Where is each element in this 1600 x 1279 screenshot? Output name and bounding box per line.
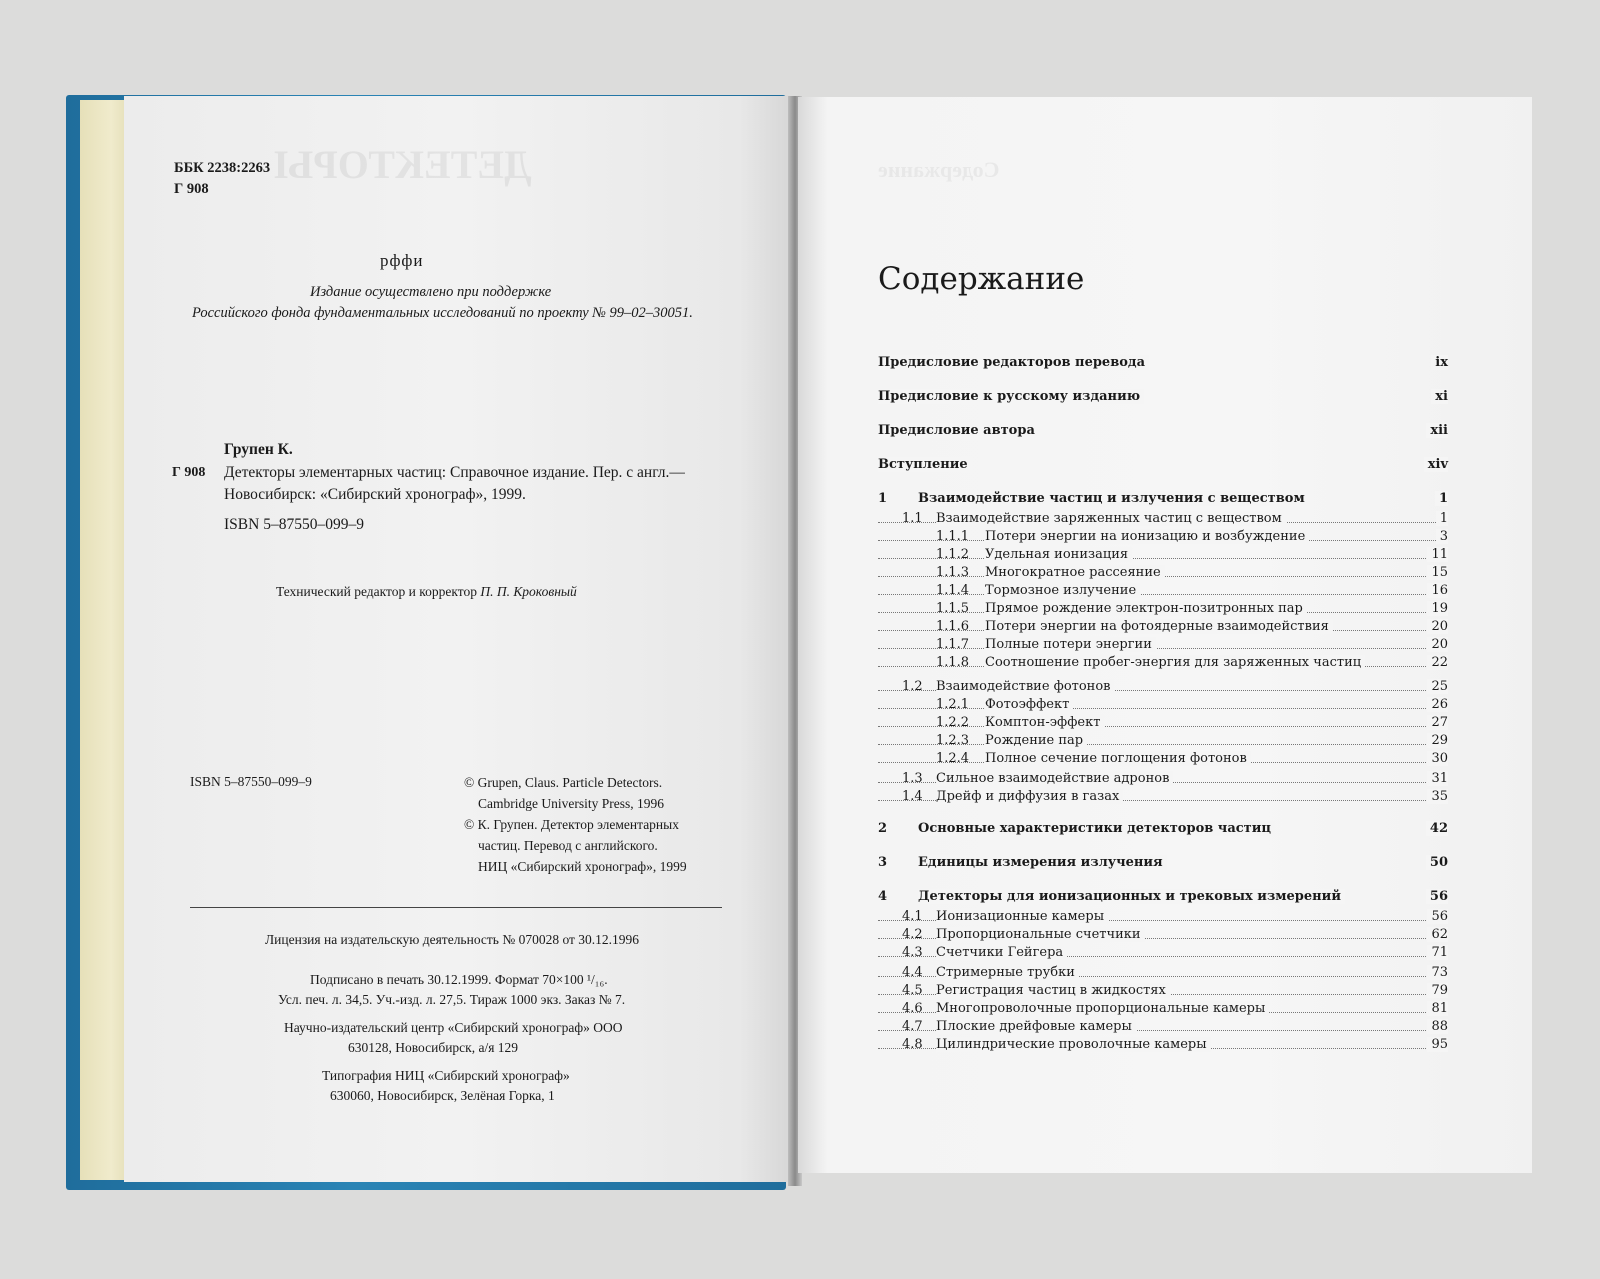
toc-entry-number: 3 — [878, 855, 888, 870]
toc-entry-page: 22 — [1427, 655, 1448, 670]
toc-entry-number: 1.2.2 — [936, 715, 970, 730]
toc-leader-dots — [878, 648, 1448, 649]
toc-entry-number: 1.1.5 — [936, 601, 970, 616]
toc-entry — [878, 583, 1448, 601]
card-line-1: Детекторы элементарных частиц: Справочное издание. Пер. с англ.— — [224, 464, 685, 481]
toc-entry-number: 4.4 — [902, 965, 923, 980]
toc-entry-title: Взаимодействие фотонов — [936, 679, 1114, 694]
toc-entry-page: 79 — [1427, 983, 1448, 998]
toc-entry-title: Пропорциональные счетчики — [936, 927, 1145, 942]
toc-entry-title: Многократное рассеяние — [985, 565, 1165, 580]
toc-entry-page: 71 — [1427, 945, 1448, 960]
toc-entry-number: 4.6 — [902, 1001, 923, 1016]
toc-entry — [878, 821, 1448, 839]
toc-entry — [878, 733, 1448, 751]
toc-entry-title: Регистрация частиц в жидкостях — [936, 983, 1170, 998]
toc-entry-page: 3 — [1436, 529, 1448, 544]
toc-entry-title: Прямое рождение электрон-позитронных пар — [985, 601, 1307, 616]
toc-entry-number: 4.5 — [902, 983, 923, 998]
card-isbn: ISBN 5–87550–099–9 — [224, 516, 364, 533]
publisher-line-2: 630128, Новосибирск, а/я 129 — [348, 1040, 519, 1055]
bbk-code: ББК 2238:2263 — [174, 160, 271, 176]
toc-entry-title: Единицы измерения излучения — [918, 855, 1167, 870]
toc-entry — [878, 491, 1448, 509]
toc-entry-number: 1.1.1 — [936, 529, 970, 544]
toc-entry-page: 25 — [1427, 679, 1448, 694]
toc-entry-number: 1.2.4 — [936, 751, 970, 766]
toc-entry-number: 1 — [878, 491, 888, 506]
isbn-bottom: ISBN 5–87550–099–9 — [190, 774, 312, 789]
toc-entry-page: 88 — [1427, 1019, 1448, 1034]
toc-entry-title: Плоские дрейфовые камеры — [936, 1019, 1136, 1034]
toc-entry-page: 81 — [1427, 1001, 1448, 1016]
divider-line — [190, 907, 722, 908]
toc-entry-page: 20 — [1427, 637, 1448, 652]
toc-entry-page: 15 — [1427, 565, 1448, 580]
copyright-line: частиц. Перевод с английского. — [478, 838, 658, 853]
toc-entry-page: 16 — [1427, 583, 1448, 598]
toc-title: Содержание — [878, 261, 1085, 297]
toc-entry — [878, 601, 1448, 619]
toc-entry-page: 1 — [1436, 511, 1448, 526]
toc-entry-title: Многопроволочные пропорциональные камеры — [936, 1001, 1269, 1016]
copyright-block — [464, 772, 687, 877]
toc-list — [878, 97, 1448, 1097]
toc-entry-title: Полное сечение поглощения фотонов — [985, 751, 1251, 766]
toc-entry-page: 31 — [1427, 771, 1448, 786]
toc-entry-title: Сильное взаимодействие адронов — [936, 771, 1173, 786]
toc-entry-page: 1 — [1435, 491, 1448, 506]
toc-entry — [878, 965, 1448, 983]
toc-entry-page: ix — [1431, 355, 1448, 370]
toc-entry — [878, 751, 1448, 769]
toc-entry — [878, 927, 1448, 945]
toc-leader-dots — [878, 708, 1448, 709]
card-code: Г 908 — [172, 465, 206, 480]
tech-editor: Технический редактор и корректор П. П. Кроковный — [276, 584, 577, 599]
toc-entry-title: Детекторы для ионизационных и трековых измерений — [918, 889, 1345, 904]
toc-entry — [878, 1001, 1448, 1019]
toc-entry-page: 50 — [1426, 855, 1448, 870]
toc-entry-number: 4 — [878, 889, 888, 904]
toc-entry-page: 35 — [1427, 789, 1448, 804]
show-through-text: ДЕТЕКТОРЫ — [274, 142, 532, 187]
toc-entry-page: 73 — [1427, 965, 1448, 980]
toc-entry-title: Счетчики Гейгера — [936, 945, 1067, 960]
copyright-line: Cambridge University Press, 1996 — [478, 796, 664, 811]
toc-entry — [878, 909, 1448, 927]
toc-entry-page: xii — [1426, 423, 1448, 438]
toc-entry — [878, 423, 1448, 441]
copyright-line: НИЦ «Сибирский хронограф», 1999 — [478, 859, 687, 874]
toc-entry — [878, 457, 1448, 475]
toc-entry-number: 4.3 — [902, 945, 923, 960]
toc-entry — [878, 715, 1448, 733]
toc-entry — [878, 679, 1448, 697]
toc-entry-number: 4.8 — [902, 1037, 923, 1052]
toc-entry — [878, 983, 1448, 1001]
toc-entry-page: 95 — [1427, 1037, 1448, 1052]
copyright-line: © Grupen, Claus. Particle Detectors. — [464, 775, 663, 790]
toc-entry-number: 1.2.3 — [936, 733, 970, 748]
toc-entry — [878, 529, 1448, 547]
toc-entry — [878, 1019, 1448, 1037]
toc-entry — [878, 637, 1448, 655]
toc-entry-number: 1.1.2 — [936, 547, 970, 562]
toc-entry — [878, 389, 1448, 407]
toc-entry — [878, 511, 1448, 529]
toc-entry — [878, 565, 1448, 583]
card-line-2: Новосибирск: «Сибирский хронограф», 1999. — [224, 486, 526, 503]
toc-entry — [878, 1037, 1448, 1055]
license-line: Лицензия на издательскую деятельность № 070028 от 30.12.1996 — [265, 932, 640, 947]
toc-entry-number: 1.3 — [902, 771, 923, 786]
toc-entry-page: 20 — [1427, 619, 1448, 634]
print-line-1: Подписано в печать 30.12.1999. Формат 70×100 ¹/₁₆. — [310, 972, 608, 987]
toc-entry-page: 27 — [1427, 715, 1448, 730]
toc-entry-number: 1.1.4 — [936, 583, 970, 598]
toc-entry-title: Потери энергии на ионизацию и возбуждение — [985, 529, 1309, 544]
toc-entry-page: 62 — [1427, 927, 1448, 942]
toc-leader-dots — [878, 594, 1448, 595]
toc-entry — [878, 855, 1448, 873]
toc-entry-page: 19 — [1427, 601, 1448, 616]
toc-entry-title: Предисловие редакторов перевода — [878, 355, 1149, 370]
toc-entry-number: 1.1 — [902, 511, 923, 526]
toc-entry-title: Цилиндрические проволочные камеры — [936, 1037, 1211, 1052]
tech-editor-name: П. П. Кроковный — [480, 584, 577, 599]
toc-entry-title: Полные потери энергии — [985, 637, 1156, 652]
left-page — [124, 96, 792, 1182]
toc-entry — [878, 771, 1448, 789]
toc-entry-title: Соотношение пробег-энергия для заряженных частиц — [985, 655, 1365, 670]
toc-entry-page: 56 — [1426, 889, 1448, 904]
toc-entry-page: 26 — [1427, 697, 1448, 712]
support-line-2: Российского фонда фундаментальных исследований по проекту № 99–02–30051. — [192, 305, 693, 321]
toc-entry-title: Рождение пар — [985, 733, 1087, 748]
toc-entry — [878, 655, 1448, 673]
toc-entry-page: xi — [1431, 389, 1448, 404]
bbk-index: Г 908 — [174, 181, 209, 197]
toc-entry-page: xiv — [1424, 457, 1448, 472]
print-line-2: Усл. печ. л. 34,5. Уч.-изд. л. 27,5. Тираж 1000 экз. Заказ № 7. — [278, 992, 626, 1007]
toc-entry-title: Предисловие автора — [878, 423, 1039, 438]
toc-entry — [878, 547, 1448, 565]
right-page — [798, 97, 1532, 1173]
toc-leader-dots — [878, 744, 1448, 745]
toc-entry — [878, 945, 1448, 963]
toc-entry-title: Стримерные трубки — [936, 965, 1079, 980]
toc-entry-number: 4.7 — [902, 1019, 923, 1034]
toc-entry-title: Вступление — [878, 457, 972, 472]
toc-entry-page: 11 — [1427, 547, 1448, 562]
toc-entry-title: Ионизационные камеры — [936, 909, 1108, 924]
toc-entry-title: Удельная ионизация — [985, 547, 1132, 562]
toc-entry — [878, 355, 1448, 373]
rffi-logo: рффи — [380, 251, 424, 270]
support-line-1: Издание осуществлено при поддержке — [310, 284, 552, 300]
toc-entry-number: 1.1.6 — [936, 619, 970, 634]
toc-entry — [878, 697, 1448, 715]
toc-entry — [878, 619, 1448, 637]
toc-entry-number: 4.2 — [902, 927, 923, 942]
toc-entry-title: Потери энергии на фотоядерные взаимодействия — [985, 619, 1333, 634]
toc-entry-number: 1.2.1 — [936, 697, 970, 712]
toc-entry-page: 56 — [1427, 909, 1448, 924]
toc-entry — [878, 789, 1448, 807]
toc-entry-number: 1.4 — [902, 789, 923, 804]
toc-entry-number: 1.2 — [902, 679, 923, 694]
toc-entry-number: 1.1.3 — [936, 565, 970, 580]
toc-entry-number: 4.1 — [902, 909, 923, 924]
typography-line-2: 630060, Новосибирск, Зелёная Горка, 1 — [330, 1088, 555, 1103]
copyright-line: © К. Групен. Детектор элементарных — [464, 817, 679, 832]
toc-entry-title: Тормозное излучение — [985, 583, 1140, 598]
toc-leader-dots — [878, 726, 1448, 727]
toc-entry — [878, 889, 1448, 907]
show-through-text: Содержание — [878, 157, 1000, 182]
toc-entry-title: Фотоэффект — [985, 697, 1073, 712]
toc-entry-title: Основные характеристики детекторов частиц — [918, 821, 1275, 836]
toc-entry-number: 1.1.7 — [936, 637, 970, 652]
toc-entry-title: Взаимодействие заряженных частиц с веществом — [936, 511, 1286, 526]
toc-entry-number: 1.1.8 — [936, 655, 970, 670]
toc-entry-page: 42 — [1426, 821, 1448, 836]
toc-entry-number: 2 — [878, 821, 888, 836]
card-author: Групен К. — [224, 441, 293, 458]
toc-leader-dots — [878, 558, 1448, 559]
toc-entry-page: 30 — [1427, 751, 1448, 766]
toc-entry-title: Дрейф и диффузия в газах — [936, 789, 1123, 804]
publisher-line-1: Научно-издательский центр «Сибирский хронограф» ООО — [284, 1020, 623, 1035]
typography-line-1: Типография НИЦ «Сибирский хронограф» — [322, 1068, 570, 1083]
toc-entry-title: Предисловие к русскому изданию — [878, 389, 1144, 404]
toc-entry-page: 29 — [1427, 733, 1448, 748]
toc-entry-title: Взаимодействие частиц и излучения с веществом — [918, 491, 1309, 506]
toc-entry-title: Комптон-эффект — [985, 715, 1104, 730]
